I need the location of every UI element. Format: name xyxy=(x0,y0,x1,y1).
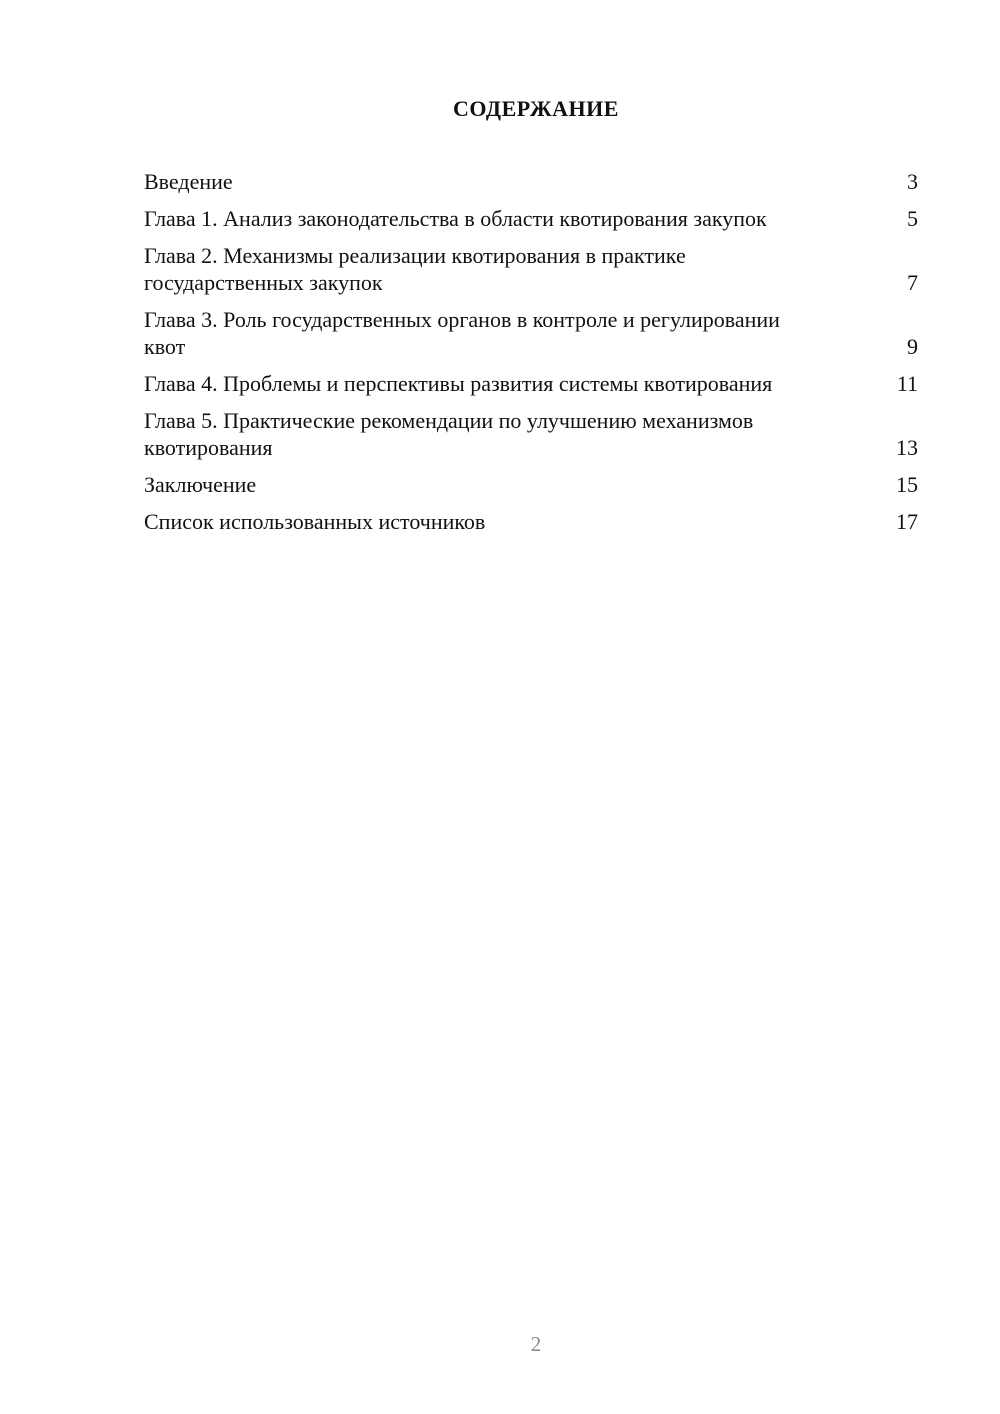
toc-entry-label: Глава 2. Механизмы реализации квотирования в практике государственных закупок xyxy=(144,243,686,295)
toc-entry-page: 17 xyxy=(896,509,918,534)
toc-entry-chapter-3[interactable] xyxy=(144,306,918,360)
toc-entry-page: 13 xyxy=(896,435,918,460)
toc-entry-label: Глава 4. Проблемы и перспективы развития системы квотирования xyxy=(144,371,773,396)
toc-entry-chapter-4[interactable] xyxy=(144,370,918,397)
toc-entry-introduction[interactable] xyxy=(144,168,918,195)
toc-entry-page: 7 xyxy=(907,270,918,295)
toc-entry-page: 3 xyxy=(907,169,918,194)
toc-entry-label: Заключение xyxy=(144,472,257,497)
toc-entry-page: 11 xyxy=(896,371,918,396)
toc-entry-label: Введение xyxy=(144,169,233,194)
toc-entry-page: 15 xyxy=(896,472,918,497)
toc-entry-conclusion[interactable] xyxy=(144,471,918,498)
toc-entry-chapter-2[interactable] xyxy=(144,242,918,296)
page-title: СОДЕРЖАНИЕ xyxy=(453,96,619,121)
toc-entry-label: Глава 5. Практические рекомендации по улучшению механизмов квотирования xyxy=(144,408,754,460)
toc-entry-page: 9 xyxy=(907,334,918,359)
toc-entry-label: Глава 3. Роль государственных органов в контроле и регулировании квот xyxy=(144,307,780,359)
table-of-contents xyxy=(144,168,918,545)
page-number: 2 xyxy=(530,1332,542,1356)
toc-entry-references[interactable] xyxy=(144,508,918,535)
toc-entry-chapter-1[interactable] xyxy=(144,205,918,232)
toc-entry-page: 5 xyxy=(907,206,918,231)
toc-entry-chapter-5[interactable] xyxy=(144,407,918,461)
toc-entry-label: Глава 1. Анализ законодательства в области квотирования закупок xyxy=(144,206,767,231)
toc-entry-label: Список использованных источников xyxy=(144,509,486,534)
